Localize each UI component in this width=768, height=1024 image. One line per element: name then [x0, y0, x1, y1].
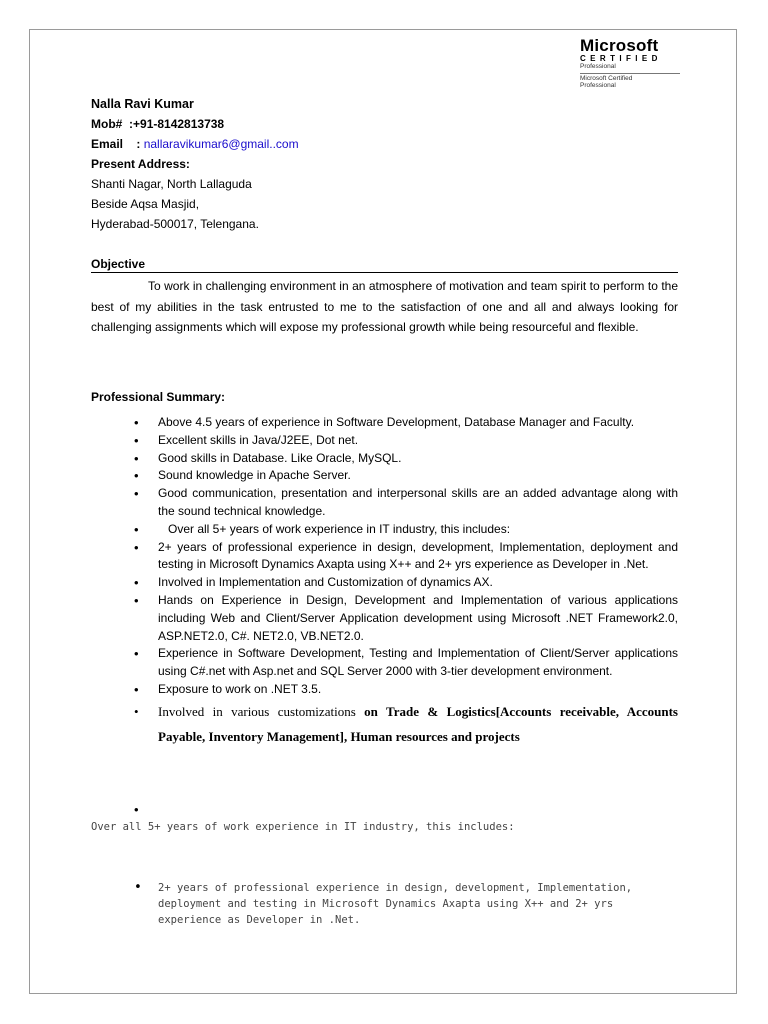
list-item: • Good communication, presentation and interpersonal skills are an added advantage along with the sound technical knowledge.: [158, 485, 678, 521]
logo-divider: [580, 73, 680, 74]
email-link[interactable]: nallaravikumar6@gmail..com: [143, 137, 299, 151]
summary-list: [91, 414, 678, 749]
logo-brand: Microsoft: [580, 36, 659, 55]
list-item: [158, 699, 678, 749]
address-line-1: Shanti Nagar, North Lallaguda: [91, 177, 252, 191]
list-item: • Hands on Experience in Design, Development and Implementation of various applications including Web and Client/Server Application development using Microsoft .NET Framework2.0, ASP.NET2.0, C#. NET2.0, VB.NET2.0.: [158, 592, 678, 645]
logo-caption-2: Professional: [580, 82, 616, 89]
objective-heading: Objective: [91, 256, 678, 273]
experience-intro-line: Over all 5+ years of work experience in IT industry, this includes:: [91, 821, 515, 833]
logo-level: Professional: [580, 63, 616, 70]
email-separator: :: [136, 137, 141, 151]
customization-bold-text: on Trade & Logistics[Accounts receivable, Accounts Payable, Inventory Management], Human resources and projects: [158, 703, 678, 744]
email-line: [91, 134, 299, 154]
list-item: • Excellent skills in Java/J2EE, Dot net.: [158, 432, 678, 450]
objective-text: To work in challenging environment in an atmosphere of motivation and team spirit to perform to the best of my abilities in the task entrusted to me to the satisfaction of one and all and always looking for challenging assignments which will expose my professional growth while being resourceful and flexible.: [91, 279, 678, 334]
list-item: • Involved in Implementation and Customization of dynamics AX.: [158, 574, 678, 592]
microsoft-certified-logo: [580, 37, 690, 89]
email-label: Email: [91, 137, 124, 151]
list-item: • Above 4.5 years of experience in Software Development, Database Manager and Faculty.: [158, 414, 678, 432]
list-item: • 2+ years of professional experience in design, development, Implementation, deployment and testing in Microsoft Dynamics Axapta using X++ and 2+ yrs experience as Developer in .Net.: [158, 539, 678, 575]
mobile-label: Mob#: [91, 117, 123, 131]
list-item: • Good skills in Database. Like Oracle, MySQL.: [158, 450, 678, 468]
customization-text: Involved in various customizations: [158, 703, 365, 719]
list-item: • Over all 5+ years of work experience in IT industry, this includes:: [158, 521, 678, 539]
list-item: • Experience in Software Development, Testing and Implementation of Client/Server applications using C#.net with Asp.net and SQL Server 2000 with 3-tier development environment.: [158, 645, 678, 681]
address-line-3: Hyderabad-500017, Telengana.: [91, 217, 259, 231]
list-item: • Sound knowledge in Apache Server.: [158, 467, 678, 485]
logo-caption-1: Microsoft Certified: [580, 75, 633, 82]
address-line-2: Beside Aqsa Masjid,: [91, 197, 200, 211]
mono-experience-list: [158, 880, 678, 928]
empty-bullet: •: [134, 802, 139, 817]
mobile-line: [91, 114, 299, 134]
contact-block: [91, 94, 299, 234]
mobile-value: :+91-8142813738: [129, 117, 225, 131]
logo-certified: CERTIFIED: [580, 54, 662, 63]
summary-heading: Professional Summary:: [91, 390, 226, 404]
address-label: Present Address:: [91, 157, 190, 171]
list-item: • Exposure to work on .NET 3.5.: [158, 681, 678, 699]
candidate-name: Nalla Ravi Kumar: [91, 97, 194, 111]
list-item: • 2+ years of professional experience in design, development, Implementation, deployment and testing in Microsoft Dynamics Axapta using X++ and 2+ yrs experience as Developer in .Net.: [158, 880, 678, 928]
